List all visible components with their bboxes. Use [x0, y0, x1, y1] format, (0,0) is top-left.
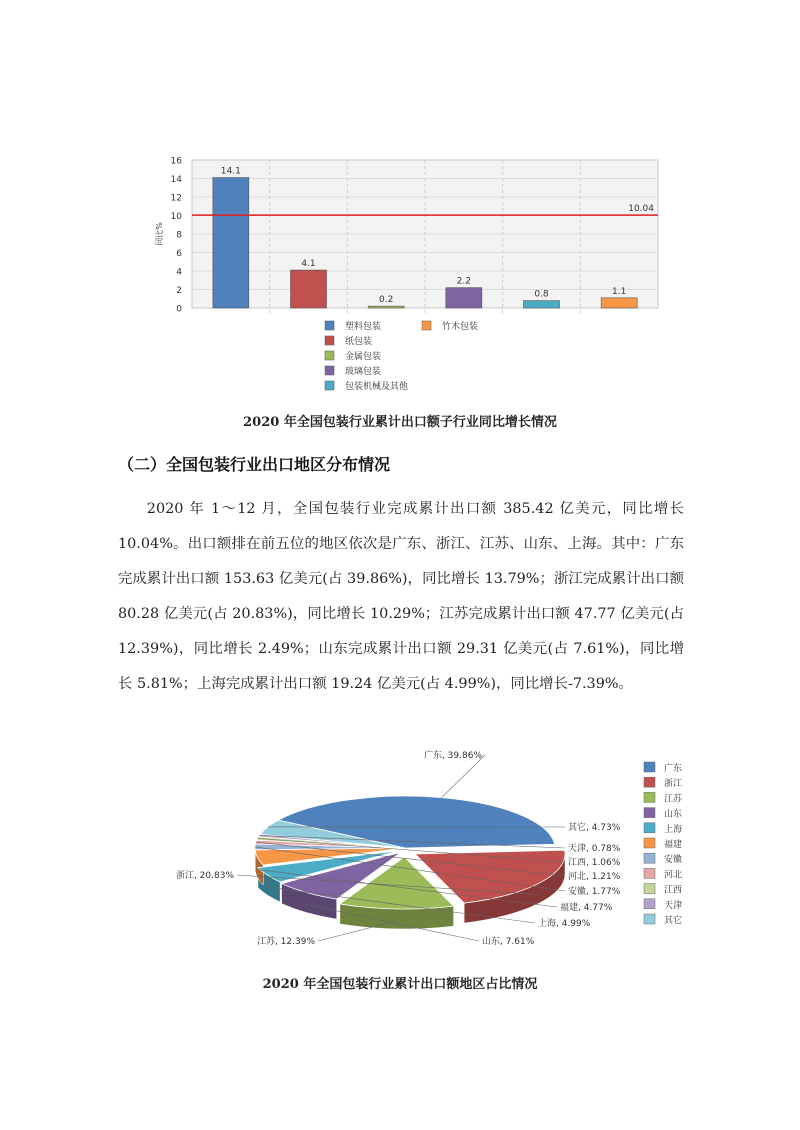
bar: [446, 288, 482, 308]
pie-data-label: 福建, 4.77%: [560, 903, 613, 913]
legend-label: 河北: [664, 870, 683, 881]
legend-swatch: [644, 762, 655, 772]
legend-swatch: [644, 792, 655, 802]
legend-swatch: [644, 884, 655, 894]
growth-bar-chart: [150, 148, 670, 398]
pie-data-label: 江西, 1.06%: [568, 858, 621, 868]
pie-data-label: 江苏, 12.39%: [256, 937, 315, 947]
y-tick-label: 16: [170, 156, 182, 167]
bar: [213, 178, 249, 308]
bar-value-label: 2.2: [456, 276, 471, 287]
y-tick-label: 12: [170, 193, 182, 204]
pie-data-label: 其它, 4.73%: [568, 823, 621, 833]
region-pie-chart: [150, 748, 710, 968]
legend-label: 纸包装: [345, 337, 373, 347]
bar: [368, 306, 404, 308]
y-tick-label: 14: [170, 175, 182, 185]
y-tick-label: 10: [170, 212, 182, 222]
legend-swatch: [325, 321, 334, 330]
pie-data-label: 安徽, 1.77%: [568, 887, 621, 897]
legend-label: 塑料包装: [345, 322, 382, 332]
pie-data-label: 河北, 1.21%: [568, 872, 621, 882]
y-tick-label: 6: [176, 249, 182, 259]
legend-label: 山东: [664, 809, 683, 820]
bar: [601, 298, 637, 308]
legend-swatch: [644, 868, 655, 878]
y-tick-label: 0: [176, 304, 182, 315]
body-paragraph: 2020 年 1～12 月，全国包装行业完成累计出口额 385.42 亿美元，同比增长 10.04%。出口额排在前五位的地区依次是广东、浙江、江苏、山东、上海。其中：广东完成累计出口额 153.63 亿美元(占 39.86%)，同比增长 13.79%；浙江完成累计出口额 80.28 亿美元(占 20.83%)，同比增长 10.29%；江苏完成累计出口额 47.77 亿美元(占 12.39%)，同比增长 2.49%；山东完成累计出口额 29.31 亿美元(占 7.61%)，同比增长 5.81%；上海完成累计出口额 19.24 亿美元(占 4.99%)，同比增长-7.39%。: [118, 501, 684, 692]
pie-data-label: 浙江, 20.83%: [175, 871, 234, 881]
y-axis-label: 同比%: [155, 222, 164, 246]
pie-data-label: 广东, 39.86%: [423, 751, 482, 761]
bar-chart-caption: 2020 年全国包装行业累计出口额子行业同比增长情况: [243, 415, 557, 430]
bar: [524, 301, 560, 308]
y-tick-label: 4: [176, 267, 182, 278]
y-tick-label: 8: [176, 230, 182, 241]
legend-swatch: [644, 823, 655, 833]
bar-value-label: 0.2: [379, 295, 394, 306]
legend-swatch: [644, 914, 655, 924]
pie-chart-caption: 2020 年全国包装行业累计出口额地区占比情况: [262, 977, 538, 992]
reference-line-label: 10.04: [628, 204, 654, 215]
section-heading: （二）全国包装行业出口地区分布情况: [118, 455, 391, 474]
legend-swatch: [644, 777, 655, 787]
bar: [291, 270, 327, 308]
pie-data-label: 山东, 7.61%: [482, 937, 535, 947]
bar-value-label: 1.1: [612, 286, 627, 297]
legend-label: 上海: [664, 824, 683, 835]
pie-leader-line: [442, 755, 485, 798]
legend-label: 其它: [664, 916, 683, 926]
legend-label: 金属包装: [345, 352, 382, 362]
legend-swatch: [644, 853, 655, 863]
legend-swatch: [325, 351, 334, 360]
legend-swatch: [325, 336, 334, 345]
legend-label: 广东: [664, 764, 683, 774]
legend-swatch: [644, 808, 655, 818]
bar-value-label: 14.1: [220, 166, 241, 177]
bar-value-label: 0.8: [534, 289, 549, 300]
legend-label: 安徽: [664, 855, 683, 866]
bar-chart-svg: [150, 148, 670, 398]
legend-label: 浙江: [664, 779, 683, 790]
legend-label: 江苏: [664, 794, 683, 805]
legend-swatch: [644, 838, 655, 848]
legend-label: 天津: [664, 900, 683, 911]
bar-value-label: 4.1: [301, 259, 316, 270]
y-tick-label: 2: [176, 286, 182, 296]
pie-chart-svg: [150, 748, 710, 968]
legend-label: 江西: [664, 885, 683, 896]
legend-label: 竹木包装: [442, 322, 479, 332]
pie-data-label: 上海, 4.99%: [538, 919, 591, 929]
legend-swatch: [422, 321, 431, 330]
legend-swatch: [325, 381, 334, 390]
legend-label: 玻璃包装: [345, 367, 382, 377]
pie-data-label: 天津, 0.78%: [568, 844, 621, 854]
legend-label: 包装机械及其他: [345, 382, 409, 392]
legend-label: 福建: [664, 840, 683, 850]
legend-swatch: [325, 366, 334, 375]
legend-swatch: [644, 899, 655, 909]
